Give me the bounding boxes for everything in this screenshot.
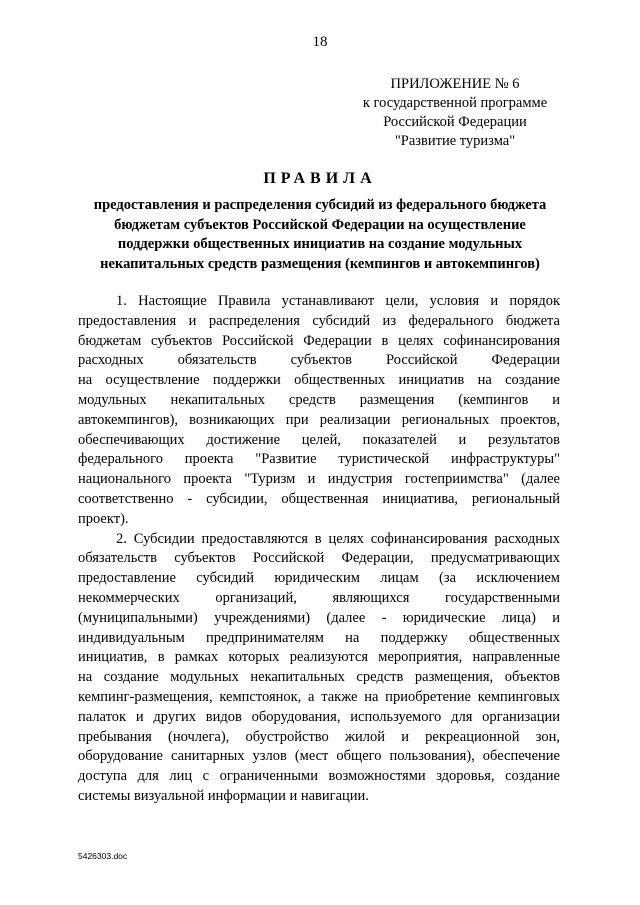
document-subtitle — [60, 196, 580, 274]
appendix-line: ПРИЛОЖЕНИЕ № 6 — [390, 76, 520, 92]
text-line: (муниципальными) учреждениями) (далее - юридические лица) и — [78, 609, 560, 626]
document-body — [78, 292, 560, 807]
text-line: проект). — [78, 510, 129, 527]
text-line: палаток и других видов оборудования, используемого для организации — [78, 708, 560, 725]
text-line: обеспечивающих достижение целей, показателей и результатов — [78, 431, 560, 448]
page-number: 18 — [312, 34, 328, 50]
text-line: бюджетам субъектов Российской Федерации в целях софинансирования — [78, 332, 560, 349]
appendix-line: к государственной программе — [362, 95, 548, 111]
text-line: на создание модульных некапитальных средств размещения, объектов — [78, 669, 560, 686]
text-line: оборудование санитарных узлов (мест общего пользования), обеспечение — [78, 748, 560, 765]
text-line: национального проекта "Туризм и индустрия гостеприимства" (далее — [78, 471, 560, 488]
text-line: доступа для лиц с ограниченными возможностями здоровья, создание — [78, 768, 560, 785]
text-line: автокемпингов), возникающих при реализации региональных проектов, — [78, 411, 560, 428]
paragraph-2 — [78, 530, 560, 807]
text-line: инициатив, в рамках которых реализуются мероприятия, направленные — [78, 649, 560, 666]
document-title: ПРАВИЛА — [263, 170, 377, 187]
paragraph-1 — [78, 292, 560, 530]
text-line: предоставления и распределения субсидий из федерального бюджета — [78, 312, 560, 329]
text-line: 2. Субсидии предоставляются в целях софинансирования расходных — [116, 530, 560, 547]
text-line: пребывания (ночлега), обустройство жилой и рекреационной зон, — [78, 728, 560, 745]
text-line: на осуществление поддержки общественных инициатив на создание — [78, 372, 560, 389]
subtitle-line: бюджетам субъектов Российской Федерации на осуществление — [114, 216, 526, 233]
document-code: 5426303.doc — [78, 851, 128, 861]
subtitle-line: предоставления и распределения субсидий из федерального бюджета — [93, 197, 547, 213]
text-line: модульных некапитальных средств размещения (кемпингов и — [78, 391, 560, 408]
text-line: предоставление субсидий юридическим лицам (за исключением — [78, 570, 560, 587]
text-line: индивидуальным предпринимателям на поддержку общественных — [78, 629, 560, 646]
text-line: 1. Настоящие Правила устанавливают цели, условия и порядок — [116, 293, 560, 309]
appendix-line: "Развитие туризма" — [394, 133, 516, 149]
text-line: некоммерческих организаций, являющихся государственными — [78, 589, 560, 606]
text-line: системы визуальной информации и навигации. — [78, 787, 369, 804]
text-line: соответственно - субсидии, общественная инициатива, региональный — [78, 490, 560, 507]
text-line: расходных обязательств субъектов Российской Федерации — [78, 352, 560, 369]
appendix-header — [330, 75, 580, 151]
subtitle-line: некапитальных средств размещения (кемпингов и автокемпингов) — [100, 255, 540, 272]
appendix-line: Российской Федерации — [383, 114, 527, 130]
subtitle-line: поддержки общественных инициатив на создание модульных — [117, 236, 523, 252]
text-line: обязательств субъектов Российской Федерации, предусматривающих — [78, 550, 560, 567]
text-line: федерального проекта "Развитие туристической инфраструктуры" — [78, 451, 560, 468]
text-line: кемпинг-размещения, кемпстоянок, а также на приобретение кемпинговых — [78, 688, 560, 705]
